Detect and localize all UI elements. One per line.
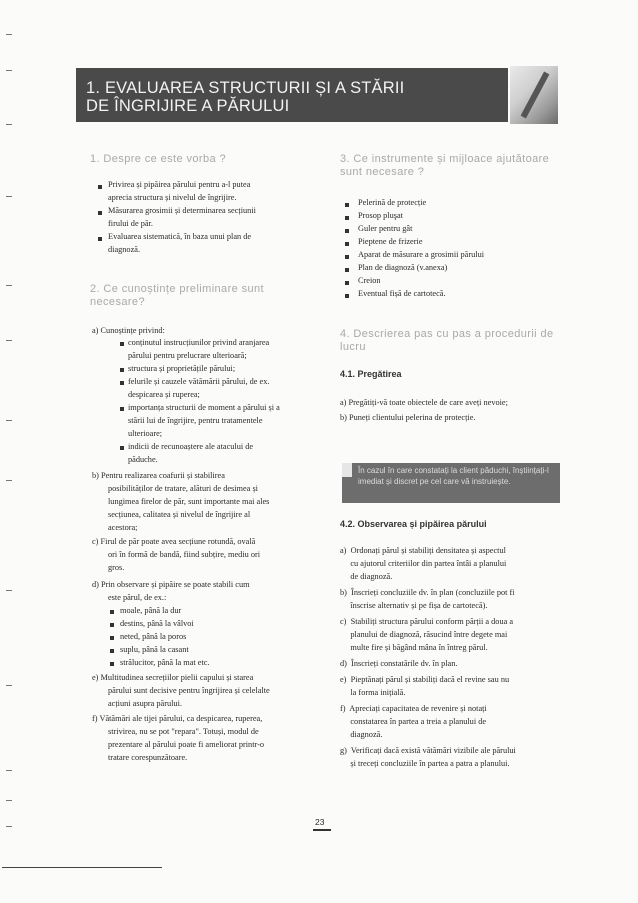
item-b-cont: secțiunea, calitatea și nivelul de îngrijire al [108, 510, 251, 519]
item-f-cont: prezentare al părului poate fi ameliorat printr-o [108, 740, 265, 749]
section-3-heading: 3. Ce instrumente și mijloace ajutătoare [340, 153, 550, 165]
item-e: e) Multitudinea secrețiilor pielii capului și starea [92, 673, 254, 682]
obs-step-cont: și treceți concluziile în partea a patra a planului. [340, 759, 510, 768]
item-c-cont: gros. [108, 563, 125, 572]
margin-mark [6, 420, 12, 421]
tool-item: Guler pentru gât [358, 224, 413, 233]
page-number: 23 [315, 817, 325, 827]
bullet [120, 368, 124, 372]
tool-item: Pieptene de frizerie [358, 237, 423, 246]
bullet [110, 662, 114, 666]
prep-step-a: a) Pregătiți-vă toate obiectele de care aveți nevoie; [340, 398, 508, 407]
bullet [120, 381, 124, 385]
list-item: structura și proprietățile părului; [128, 364, 236, 373]
obs-step: a) Ordonați părul și stabiliți densitatea și aspectul [340, 546, 506, 555]
bottom-rule [2, 867, 162, 868]
bullet [110, 610, 114, 614]
margin-mark [6, 590, 12, 591]
bullet [110, 636, 114, 640]
item-b-cont: lungimea firelor de păr, sunt importante mai ales [108, 497, 270, 506]
list-item: Măsurarea grosimii și determinarea secțiunii [108, 206, 256, 215]
item-a: a) Cunoștințe privind: [92, 326, 165, 335]
obs-step-cont: înscrise alternativ și pe fișa de cartotecă). [340, 601, 488, 610]
margin-mark [6, 770, 12, 771]
margin-mark [6, 34, 12, 35]
list-item: felurile și cauzele vătămării părului, de ex. [128, 377, 270, 386]
bullet [345, 281, 349, 285]
bullet [120, 342, 124, 346]
tool-item: Creion [358, 276, 381, 285]
list-item: aprecia structura și nivelul de îngrijire. [108, 193, 237, 202]
obs-step: d) Înscrieți constatările dv. în plan. [340, 659, 458, 668]
bullet [98, 185, 102, 189]
list-item: neted, până la poros [120, 632, 187, 641]
bullet [110, 649, 114, 653]
obs-step: g) Verificați dacă există vătămări vizibile ale părului [340, 746, 516, 755]
subsection-4-1-heading: 4.1. Pregătirea [340, 369, 402, 379]
list-item: firului de păr. [108, 219, 153, 228]
list-item: ulterioare; [128, 429, 163, 438]
obs-step: c) Stabiliți structura părului conform părții a doua a [340, 617, 514, 626]
list-item: conținutul instrucțiunilor privind aranjarea [128, 338, 270, 347]
list-item: importanța structurii de moment a părului și a [128, 403, 280, 412]
list-item: păduche. [128, 455, 158, 464]
obs-step-cont: la forma inițială. [340, 688, 406, 697]
section-4-heading: 4. Descrierea pas cu pas a procedurii de [340, 328, 554, 340]
item-d-cont: este părul, de ex.: [108, 593, 167, 602]
section-1-heading: 1. Despre ce este vorba ? [90, 153, 226, 165]
tool-item: Pelerină de protecție [358, 198, 427, 207]
margin-mark [6, 196, 12, 197]
obs-step-cont: constatarea în partea a treia a planului de [340, 717, 487, 726]
banner-photo [510, 66, 558, 124]
margin-mark [6, 480, 12, 481]
warning-text: În cazul în care constatați la client păduchi, înștiințați-l imediat și discret pe cel care vă instruiește. [358, 466, 549, 486]
list-item: diagnoză. [108, 245, 141, 254]
warning-icon [342, 463, 352, 477]
list-item: moale, până la dur [120, 606, 182, 615]
obs-step: e) Pieptănați părul și stabiliți dacă el revine sau nu [340, 675, 510, 684]
obs-step-cont: diagnoză. [340, 730, 383, 739]
tool-item: Prosop pluşat [358, 211, 403, 220]
prep-step-b: b) Puneți clientului pelerina de protecție. [340, 413, 476, 422]
bullet [345, 242, 349, 246]
bullet [98, 211, 102, 215]
section-2-heading: necesare? [90, 296, 145, 308]
bullet [345, 203, 349, 207]
margin-mark [6, 70, 12, 71]
item-b-cont: posibilităților de tratare, alături de desimea și [108, 484, 258, 493]
tool-item: Eventual fișă de cartotecă. [358, 289, 446, 298]
item-e-cont: acțiuni asupra părului. [108, 699, 182, 708]
item-e-cont: părului sunt decisive pentru îngrijirea și celelalte [108, 686, 270, 695]
section-3-heading: sunt necesare ? [340, 166, 425, 178]
obs-step-cont: cu ajutorul criteriilor din partea întâi a planului [340, 559, 507, 568]
subsection-4-2-heading: 4.2. Observarea și pipăirea părului [340, 519, 487, 529]
margin-mark [6, 285, 12, 286]
bullet [98, 237, 102, 241]
margin-mark [6, 826, 12, 827]
bullet [345, 268, 349, 272]
item-d: d) Prin observare și pipăire se poate stabili cum [92, 580, 250, 589]
list-item: Privirea și pipăirea părului pentru a-l putea [108, 180, 251, 189]
obs-step-cont: de diagnoză. [340, 572, 393, 581]
page-title: 1. EVALUAREA STRUCTURII ȘI A STĂRII DE ÎNGRIJIRE A PĂRULUI [86, 79, 405, 115]
bullet [345, 216, 349, 220]
item-f: f) Vătămări ale tijei părului, ca despicarea, ruperea, [92, 714, 263, 723]
item-f-cont: strivirea, nu se pot "repara". Totuși, modul de [108, 727, 259, 736]
obs-step: f) Apreciați capacitatea de revenire și notați [340, 704, 487, 713]
page-number-underline [313, 829, 331, 831]
bullet [120, 407, 124, 411]
margin-mark [6, 124, 12, 125]
section-4-heading: lucru [340, 341, 366, 353]
bullet [345, 294, 349, 298]
obs-step-cont: planului de diagnoză, răsucind între degete mai [340, 630, 508, 639]
bullet [345, 255, 349, 259]
item-c-cont: ori în formă de bandă, fiind subțire, mediu ori [108, 550, 261, 559]
tool-item: Aparat de măsurare a grosimii părului [358, 250, 485, 259]
section-2-heading: 2. Ce cunoștințe preliminare sunt [90, 283, 265, 295]
list-item: destins, până la vâlvoi [120, 619, 194, 628]
list-item: părului pentru prelucrare ulterioară; [128, 351, 247, 360]
item-c: c) Firul de păr poate avea secțiune rotundă, ovală [92, 537, 256, 546]
tool-item: Plan de diagnoză (v.anexa) [358, 263, 448, 272]
list-item: stării lui de îngrijire, pentru tratamentele [128, 416, 263, 425]
margin-mark [6, 340, 12, 341]
item-b-cont: acestora; [108, 523, 138, 532]
item-f-cont: tratare corespunzătoare. [108, 753, 188, 762]
bullet [110, 623, 114, 627]
list-item: Evaluarea sistematică, în baza unui plan de [108, 232, 252, 241]
list-item: indicii de recunoaștere ale atacului de [128, 442, 254, 451]
margin-mark [6, 800, 12, 801]
list-item: strălucitor, până la mat etc. [120, 658, 210, 667]
bullet [120, 446, 124, 450]
list-item: suplu, până la casant [120, 645, 189, 654]
obs-step: b) Înscrieți concluziile dv. în plan (concluziile pot fi [340, 588, 515, 597]
item-b: b) Pentru realizarea coafurii și stabilirea [92, 471, 225, 480]
bullet [345, 229, 349, 233]
list-item: despicarea și ruperea; [128, 390, 200, 399]
obs-step-cont: multe fire și băgând mâna în întreg părul. [340, 643, 488, 652]
margin-mark [6, 685, 12, 686]
